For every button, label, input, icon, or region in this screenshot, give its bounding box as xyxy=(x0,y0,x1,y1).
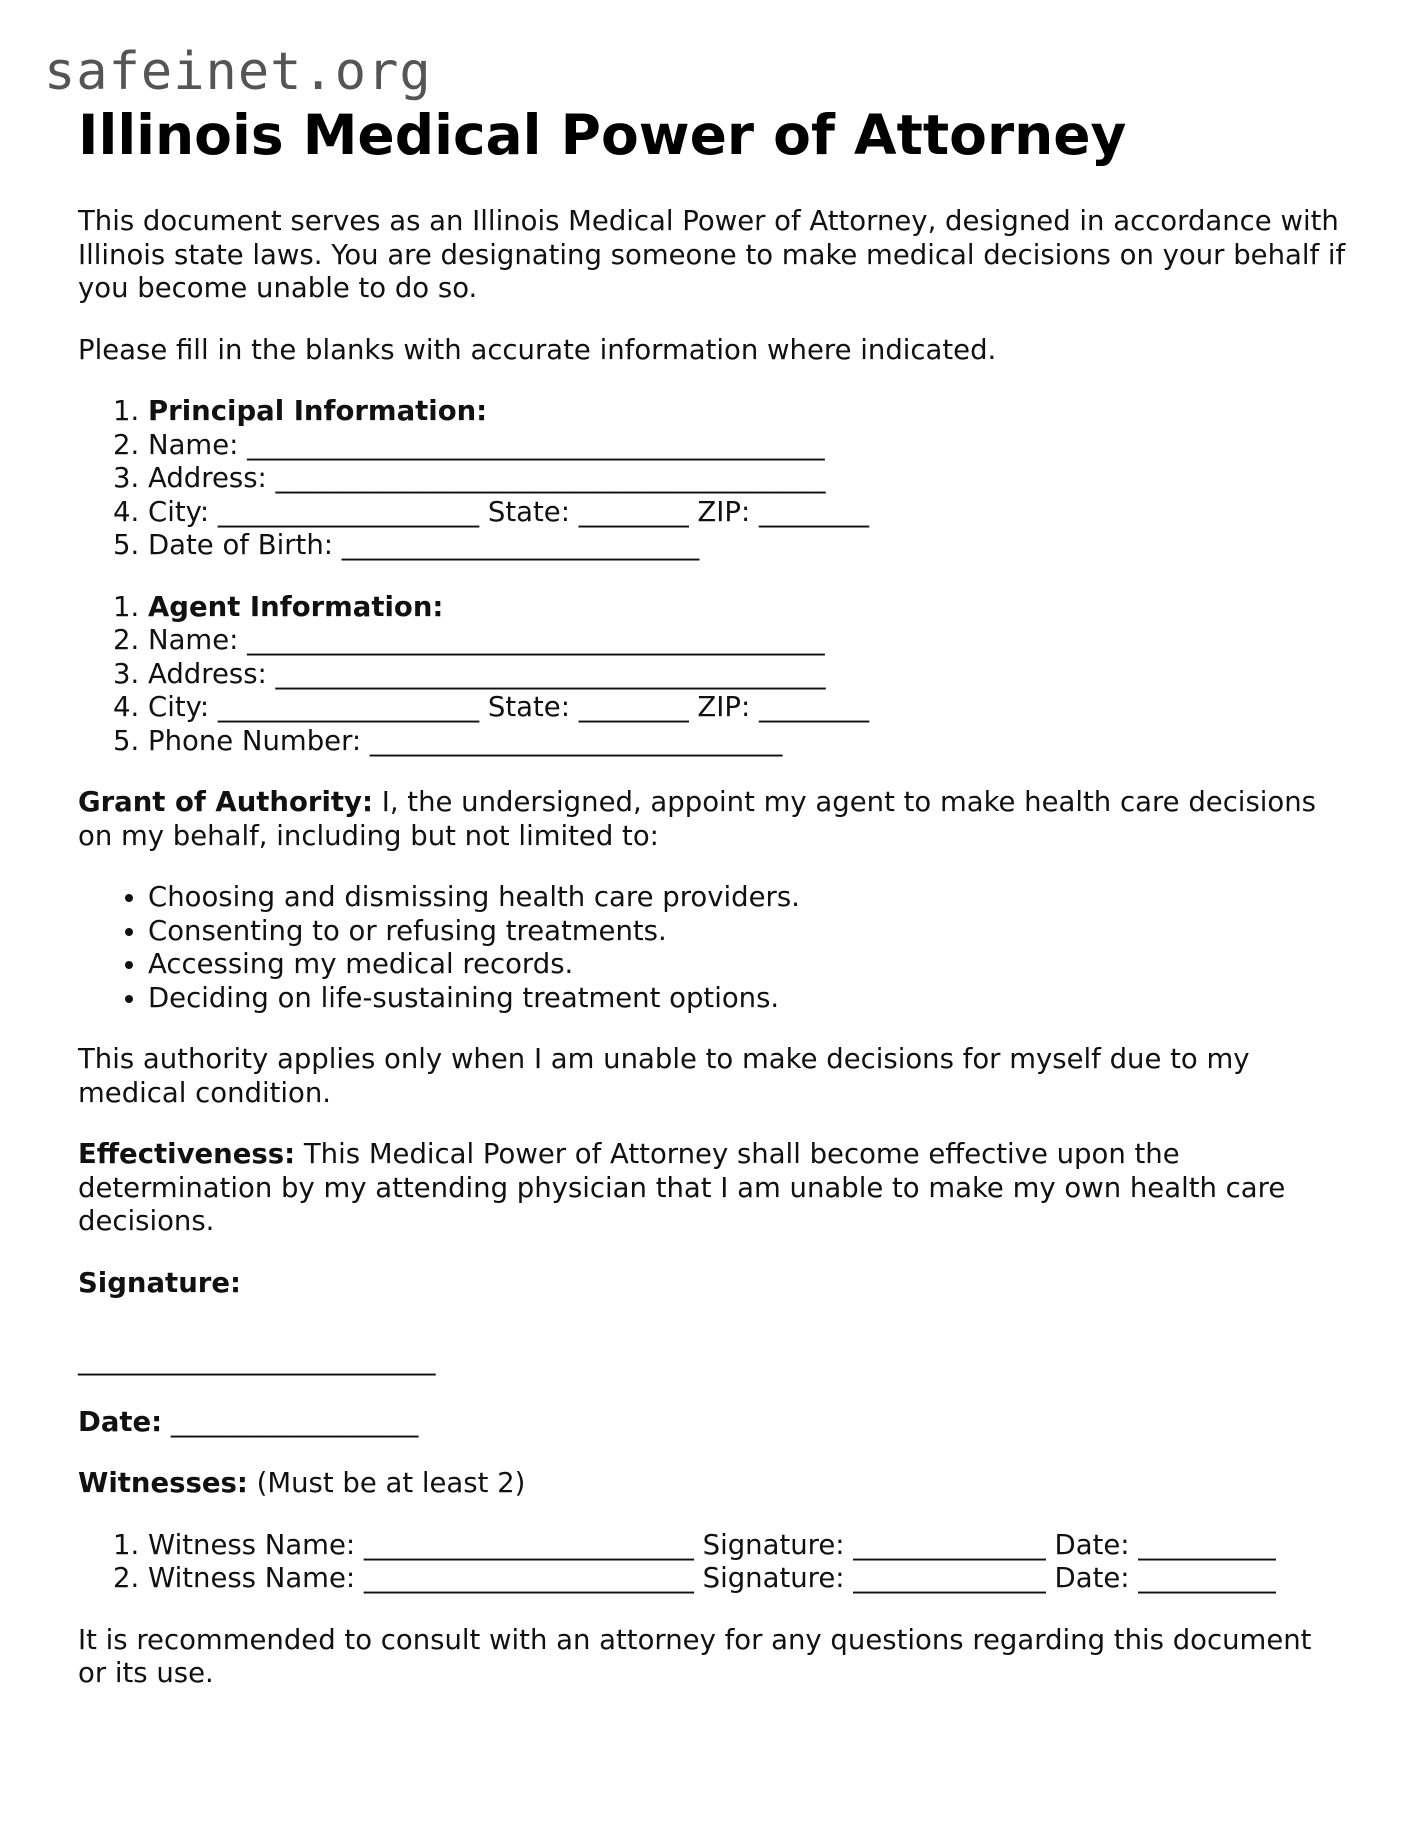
witnesses-note: (Must be at least 2) xyxy=(247,1467,526,1499)
grant-label: Grant of Authority: xyxy=(78,786,373,818)
effectiveness-text: This Medical Power of Attorney shall become effective upon the determination by my attending physician that I am unable to make my own health care decisions. xyxy=(78,1138,1286,1237)
signature-line[interactable]: __________________________ xyxy=(78,1344,436,1376)
date-line[interactable]: __________________ xyxy=(162,1405,419,1438)
principal-name-field[interactable]: 2. Name: __________________________________________ xyxy=(148,429,1348,463)
page-title: Illinois Medical Power of Attorney xyxy=(78,103,1127,167)
witness-row[interactable]: 1. Witness Name: ________________________ Signature: ______________ Date: __________ xyxy=(148,1529,1348,1563)
authority-list xyxy=(78,881,1348,1015)
list-item: • Accessing my medical records. xyxy=(148,948,1348,982)
signature-label: Signature: xyxy=(78,1266,241,1299)
principal-address-field[interactable]: 3. Address: ________________________________________ xyxy=(148,462,1348,496)
date-label: Date: xyxy=(78,1405,163,1438)
agent-heading: 1. Agent Information: xyxy=(148,591,1348,625)
agent-phone-field[interactable]: 5. Phone Number: ______________________________ xyxy=(148,725,1348,759)
witness-list xyxy=(78,1529,1348,1596)
footer-note: It is recommended to consult with an attorney for any questions regarding this document or its use. xyxy=(78,1623,1312,1689)
document-body xyxy=(78,102,1348,1691)
witnesses-paragraph xyxy=(78,1467,1348,1501)
grant-of-authority-paragraph xyxy=(78,786,1348,853)
agent-name-field[interactable]: 2. Name: __________________________________________ xyxy=(148,624,1348,658)
list-item: • Choosing and dismissing health care providers. xyxy=(148,881,1348,915)
principal-city-state-zip-field[interactable]: 4. City: ___________________ State: ________ ZIP: ________ xyxy=(148,496,1348,530)
date-field[interactable] xyxy=(78,1406,1348,1440)
watermark-logo: safeinet.org xyxy=(44,42,432,102)
witnesses-label: Witnesses: xyxy=(78,1467,248,1499)
principal-heading: 1. Principal Information: xyxy=(148,395,1348,429)
list-item: • Deciding on life-sustaining treatment options. xyxy=(148,982,1348,1016)
agent-address-field[interactable]: 3. Address: ________________________________________ xyxy=(148,658,1348,692)
effectiveness-label: Effectiveness: xyxy=(78,1138,296,1170)
authority-note-paragraph: This authority applies only when I am unable to make decisions for myself due to my medical condition. xyxy=(78,1043,1250,1109)
principal-dob-field[interactable]: 5. Date of Birth: __________________________ xyxy=(148,529,1348,563)
witness-row[interactable]: 2. Witness Name: ________________________ Signature: ______________ Date: __________ xyxy=(148,1562,1348,1596)
intro-paragraph: This document serves as an Illinois Medical Power of Attorney, designed in accordance with Illinois state laws. You are designating someone to make medical decisions on your behalf if you become unable to do so. xyxy=(78,205,1346,304)
agent-info-list xyxy=(78,591,1348,759)
grant-text: I, the undersigned, appoint my agent to make health care decisions on my behalf, including but not limited to: xyxy=(78,786,1316,852)
effectiveness-paragraph xyxy=(78,1138,1348,1239)
list-item: • Consenting to or refusing treatments. xyxy=(148,915,1348,949)
agent-city-state-zip-field[interactable]: 4. City: ___________________ State: ________ ZIP: ________ xyxy=(148,691,1348,725)
principal-info-list xyxy=(78,395,1348,563)
instruction-paragraph: Please fill in the blanks with accurate information where indicated. xyxy=(78,333,997,366)
